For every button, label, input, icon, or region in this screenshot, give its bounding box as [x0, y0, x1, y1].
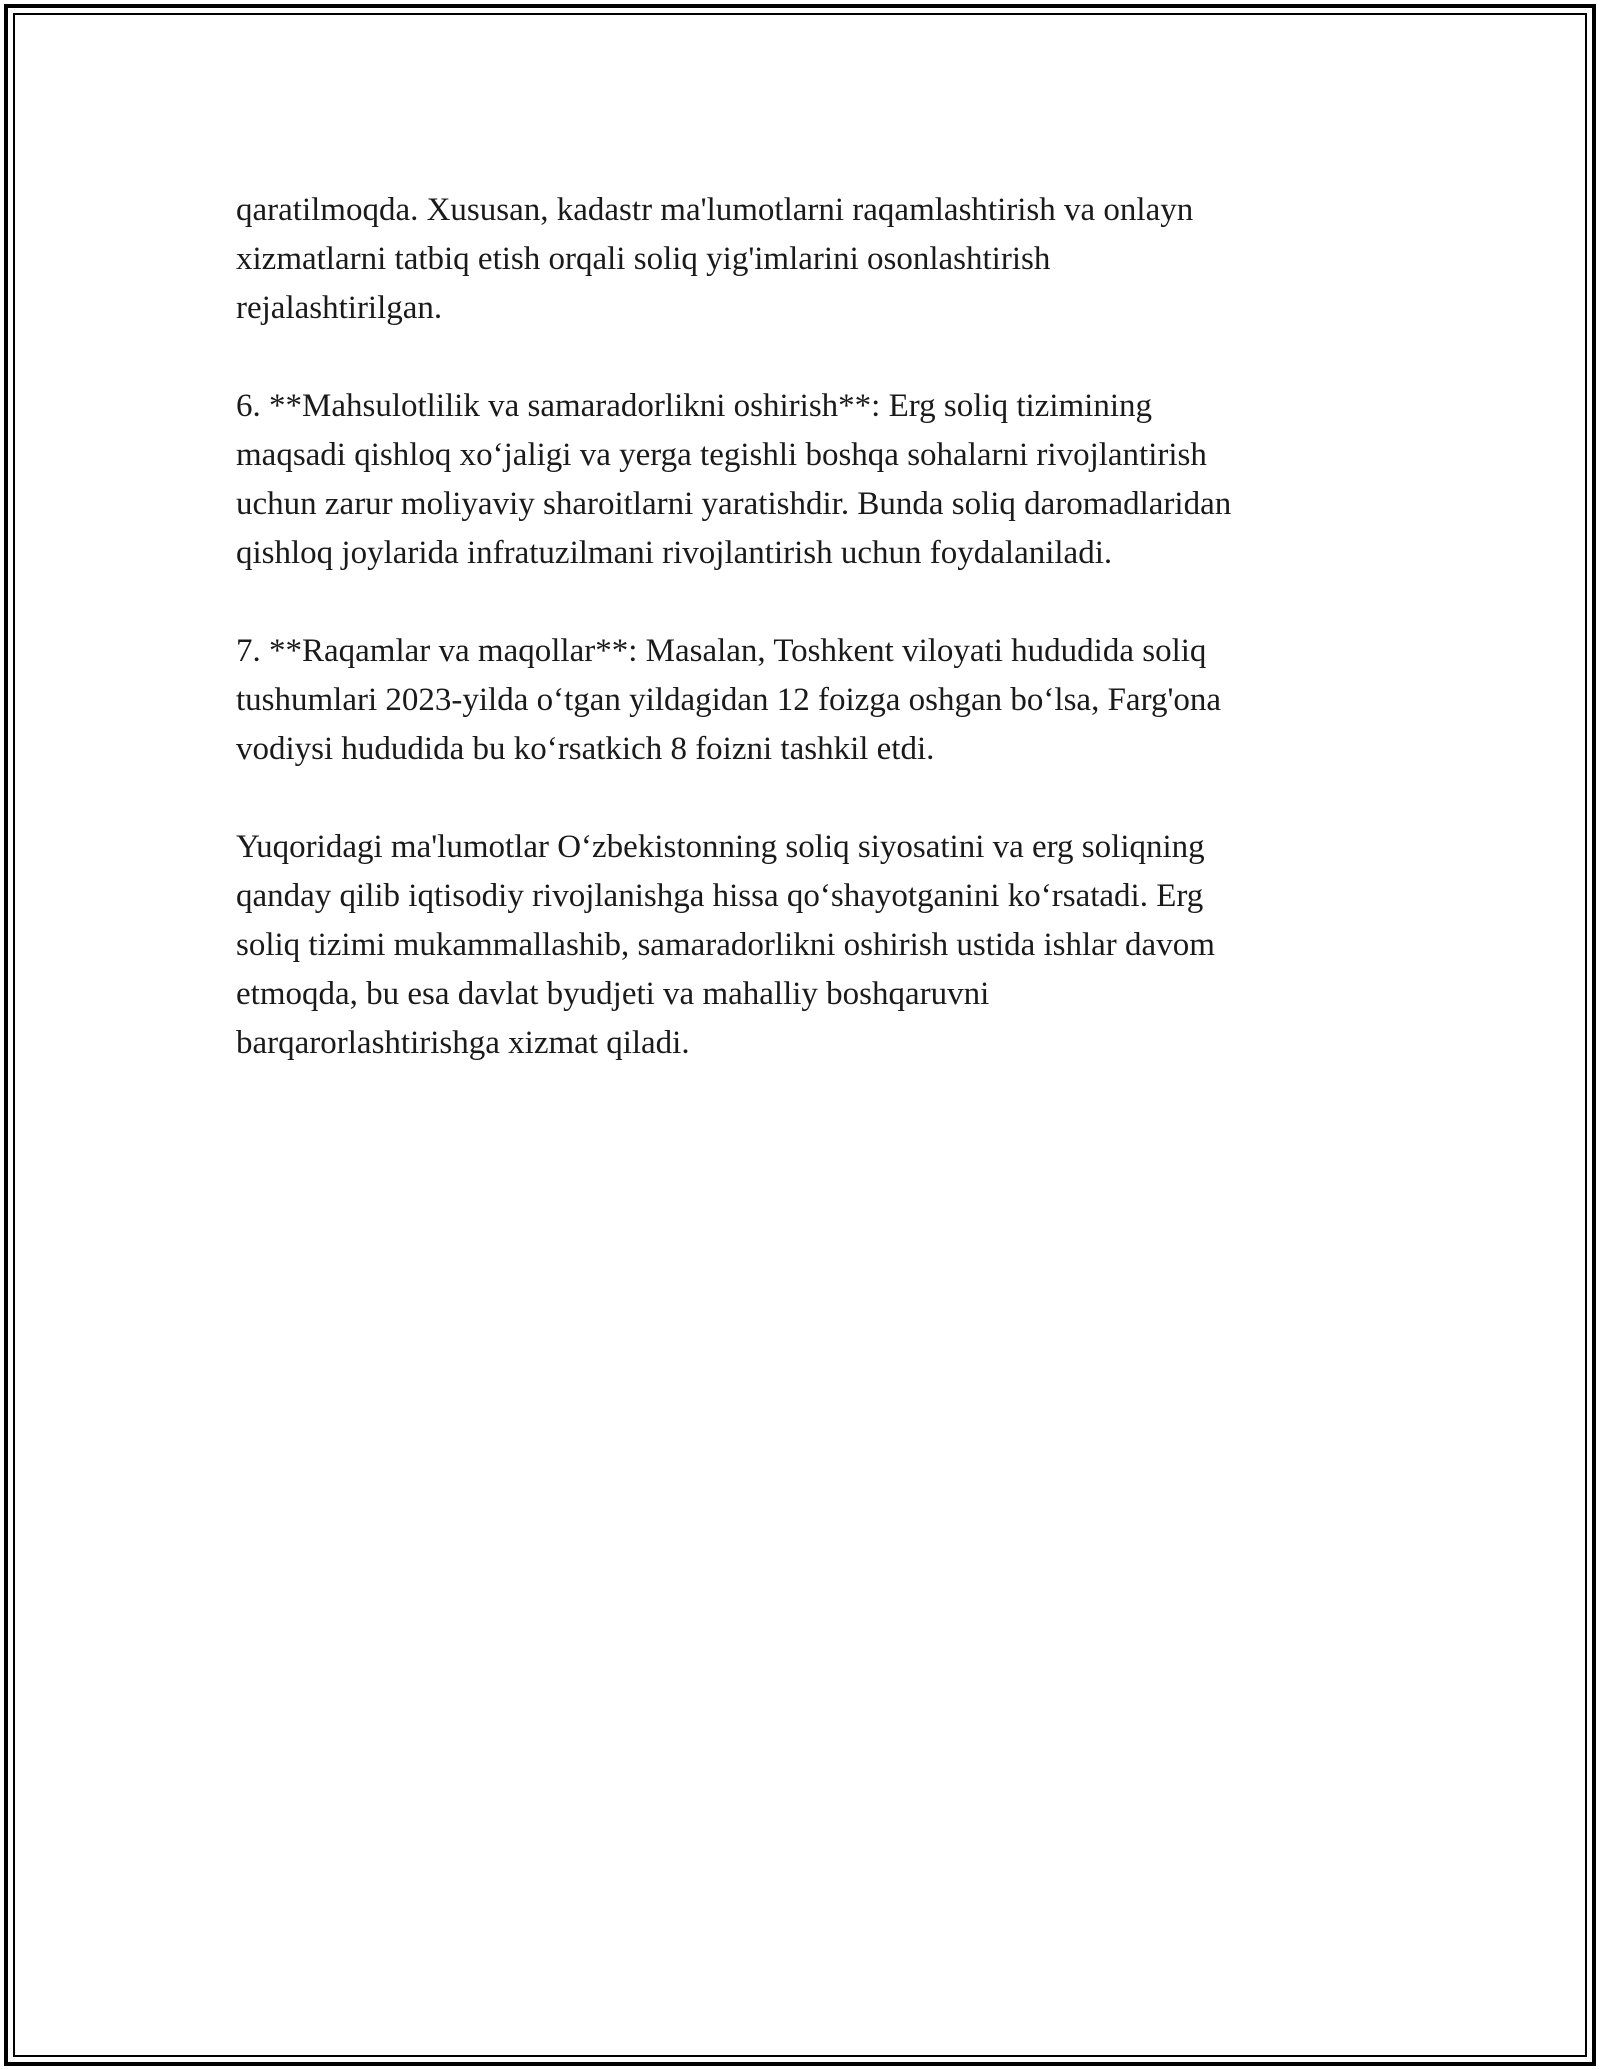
text-line: vodiysi hududida bu ko‘rsatkich 8 foizni tashkil etdi.: [236, 731, 935, 767]
paragraph-conclusion: [236, 823, 1356, 1068]
text-line: etmoqda, bu esa davlat byudjeti va mahalliy boshqaruvni: [236, 976, 990, 1012]
text-line: soliq tizimi mukammallashib, samaradorlikni oshirish ustida ishlar davom: [236, 927, 1215, 963]
text-line: Yuqoridagi ma'lumotlar O‘zbekistonning soliq siyosatini va erg soliqning: [236, 829, 1205, 865]
text-line: uchun zarur moliyaviy sharoitlarni yaratishdir. Bunda soliq daromadlaridan: [236, 486, 1232, 522]
text-line: rejalashtirilgan.: [236, 290, 443, 326]
paragraph-continuation: [236, 186, 1356, 333]
paragraph-item-6: [236, 382, 1356, 578]
text-line: qaratilmoqda. Xususan, kadastr ma'lumotlarni raqamlashtirish va onlayn: [236, 192, 1194, 228]
text-line: barqarorlashtirishga xizmat qiladi.: [236, 1025, 690, 1061]
text-line: 7. **Raqamlar va maqollar**: Masalan, Toshkent viloyati hududida soliq: [236, 633, 1207, 669]
text-line: qishloq joylarida infratuzilmani rivojlantirish uchun foydalaniladi.: [236, 535, 1113, 571]
document-body: [236, 186, 1356, 1117]
paragraph-item-7: [236, 627, 1356, 774]
text-line: tushumlari 2023-yilda o‘tgan yildagidan 12 foizga oshgan bo‘lsa, Farg'ona: [236, 682, 1222, 718]
text-line: qanday qilib iqtisodiy rivojlanishga hissa qo‘shayotganini ko‘rsatadi. Erg: [236, 878, 1204, 914]
text-line: maqsadi qishloq xo‘jaligi va yerga tegishli boshqa sohalarni rivojlantirish: [236, 437, 1207, 473]
text-line: 6. **Mahsulotlilik va samaradorlikni oshirish**: Erg soliq tizimining: [236, 388, 1152, 424]
text-line: xizmatlarni tatbiq etish orqali soliq yig'imlarini osonlashtirish: [236, 241, 1051, 277]
